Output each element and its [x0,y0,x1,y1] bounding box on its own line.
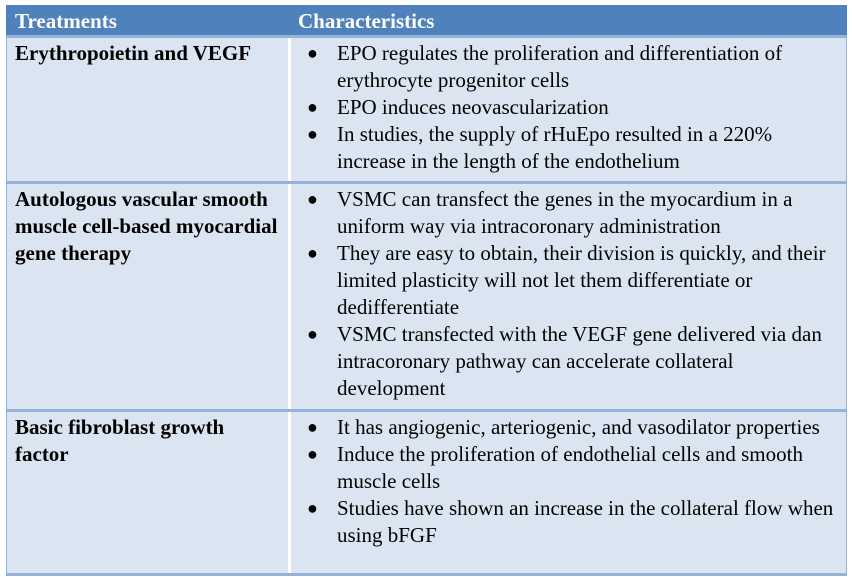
list-item [299,495,838,549]
treatments-table [6,5,847,576]
list-item-text: It has angiogenic, arteriogenic, and vasodilator properties [337,415,820,439]
list-item-text: Studies have shown an increase in the collateral flow when using bFGF [337,496,834,547]
table-row [7,37,847,183]
list-item [299,40,838,94]
bullet-icon: ● [307,97,318,117]
bullet-icon: ● [307,417,318,437]
characteristics-list [299,40,838,175]
list-item [299,121,838,175]
list-item-text: EPO regulates the proliferation and differentiation of erythrocyte progenitor cells [337,41,783,92]
bullet-icon: ● [307,43,318,63]
list-item [299,441,838,495]
list-item [299,240,838,321]
header-characteristics: Characteristics [290,6,847,37]
treatment-cell: Erythropoietin and VEGF [7,37,290,183]
list-item-text: VSMC can transfect the genes in the myocardium in a uniform way via intracoronary administration [337,187,793,238]
list-item [299,186,838,240]
list-item [299,94,838,121]
list-item [299,321,838,402]
treatments-table-container [6,5,846,576]
list-item [299,414,838,441]
characteristics-list [299,186,838,402]
list-item-text: Induce the proliferation of endothelial cells and smooth muscle cells [337,442,803,493]
bullet-icon: ● [307,124,318,144]
bullet-icon: ● [307,444,318,464]
list-item-text: They are easy to obtain, their division is quickly, and their limited plasticity will not let them differentiate or dedifferentiate [337,241,826,319]
header-treatments: Treatments [7,6,290,37]
list-item-text: VSMC transfected with the VEGF gene delivered via dan intracoronary pathway can accelerate collateral development [337,322,822,400]
characteristics-cell [290,37,847,183]
header-row [7,6,847,37]
bullet-icon: ● [307,498,318,518]
bullet-icon: ● [307,243,318,263]
bullet-icon: ● [307,189,318,209]
table-row [7,183,847,411]
characteristics-cell [290,183,847,411]
treatment-cell: Autologous vascular smooth muscle cell-based myocardial gene therapy [7,183,290,411]
table-row [7,411,847,575]
treatment-cell: Basic fibroblast growth factor [7,411,290,575]
characteristics-cell [290,411,847,575]
bullet-icon: ● [307,324,318,344]
list-item-text: In studies, the supply of rHuEpo resulted in a 220% increase in the length of the endothelium [337,122,773,173]
list-item-text: EPO induces neovascularization [337,95,609,119]
characteristics-list [299,414,838,549]
